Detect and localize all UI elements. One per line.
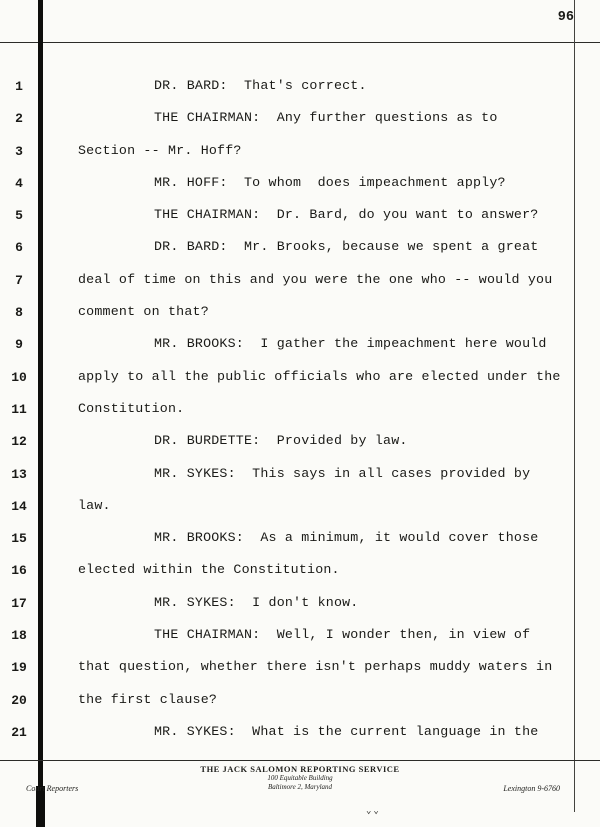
transcript-line-row: [0, 690, 574, 722]
transcript-line-row: [0, 625, 574, 657]
transcript-line-row: [0, 560, 574, 592]
line-number: 19: [11, 660, 27, 676]
transcript-line-row: [0, 528, 574, 560]
footer-service-address2: Baltimore 2, Maryland: [267, 783, 333, 792]
line-text: elected within the Constitution.: [78, 562, 340, 578]
line-number: 17: [11, 595, 27, 611]
line-number: 15: [11, 531, 27, 547]
transcript-line-row: [0, 237, 574, 269]
transcript-line-row: [0, 367, 574, 399]
transcript-line-row: [0, 399, 574, 431]
transcript-line-row: [0, 593, 574, 625]
transcript-line-row: [0, 302, 574, 334]
transcript-line-row: [0, 76, 574, 108]
line-text: Constitution.: [78, 400, 185, 416]
line-number: 11: [11, 401, 27, 417]
line-text: DR. BARD: That's correct.: [154, 78, 367, 93]
line-number: 5: [15, 208, 23, 224]
line-text: MR. SYKES: What is the current language in the: [154, 723, 539, 739]
transcript-line-row: [0, 205, 574, 237]
line-text: comment on that?: [78, 304, 209, 320]
line-number: 14: [11, 498, 27, 514]
scan-mark: ⌄⌄: [366, 806, 381, 816]
line-number: 1: [15, 79, 23, 94]
transcript-line-row: [0, 141, 574, 173]
footer-service-address1: 100 Equitable Building: [267, 774, 333, 782]
transcript-line-row: [0, 173, 574, 205]
line-text: MR. BROOKS: I gather the impeachment here would: [154, 336, 547, 352]
line-text: Section -- Mr. Hoff?: [78, 142, 242, 158]
line-text: DR. BARD: Mr. Brooks, because we spent a great: [154, 239, 539, 255]
line-number: 13: [11, 466, 27, 482]
line-number: 10: [11, 369, 27, 385]
footer-phone: Lexington 9-6760: [503, 784, 560, 793]
transcript-line-row: [0, 464, 574, 496]
page-number: 96: [557, 10, 574, 25]
transcript-line-row: [0, 108, 574, 140]
line-text: THE CHAIRMAN: Any further questions as to: [154, 110, 498, 126]
line-number: 18: [11, 628, 27, 644]
line-number: 20: [11, 692, 27, 708]
line-text: MR. SYKES: I don't know.: [154, 594, 359, 610]
line-number: 21: [11, 724, 27, 740]
line-number: 8: [15, 305, 23, 321]
line-text: MR. SYKES: This says in all cases provided by: [154, 465, 531, 481]
line-text: THE CHAIRMAN: Well, I wonder then, in view of: [154, 627, 531, 643]
line-number: 4: [15, 175, 23, 191]
footer-service-name: THE JACK SALOMON REPORTING SERVICE: [200, 764, 400, 774]
top-rule: [0, 42, 600, 43]
line-number: 3: [15, 143, 23, 159]
line-number: 12: [11, 434, 27, 450]
line-text: the first clause?: [78, 691, 218, 707]
line-number: 16: [11, 563, 27, 579]
line-text: MR. HOFF: To whom does impeachment apply?: [154, 174, 506, 190]
line-text: THE CHAIRMAN: Dr. Bard, do you want to answer?: [154, 207, 539, 223]
line-text: DR. BURDETTE: Provided by law.: [154, 433, 408, 449]
line-text: MR. BROOKS: As a minimum, it would cover those: [154, 530, 539, 546]
line-text: law.: [78, 497, 111, 513]
transcript-line-row: [0, 657, 574, 689]
transcript-line-row: [0, 270, 574, 302]
line-text: deal of time on this and you were the one who -- would you: [78, 271, 553, 287]
transcript-line-row: [0, 496, 574, 528]
footer-court-reporters: Court Reporters: [26, 784, 79, 793]
line-number: 9: [15, 337, 23, 353]
transcript-lines: [0, 76, 574, 754]
transcript-line-row: [0, 431, 574, 463]
line-number: 6: [15, 240, 23, 256]
transcript-line-row: [0, 722, 574, 754]
line-text: apply to all the public officials who are elected under the: [78, 368, 561, 384]
footer-rule: [0, 760, 600, 761]
right-edge-rule: [574, 0, 575, 812]
line-number: 2: [15, 111, 23, 127]
line-text: that question, whether there isn't perhaps muddy waters in: [78, 659, 553, 675]
line-number: 7: [15, 272, 23, 288]
transcript-line-row: [0, 334, 574, 366]
